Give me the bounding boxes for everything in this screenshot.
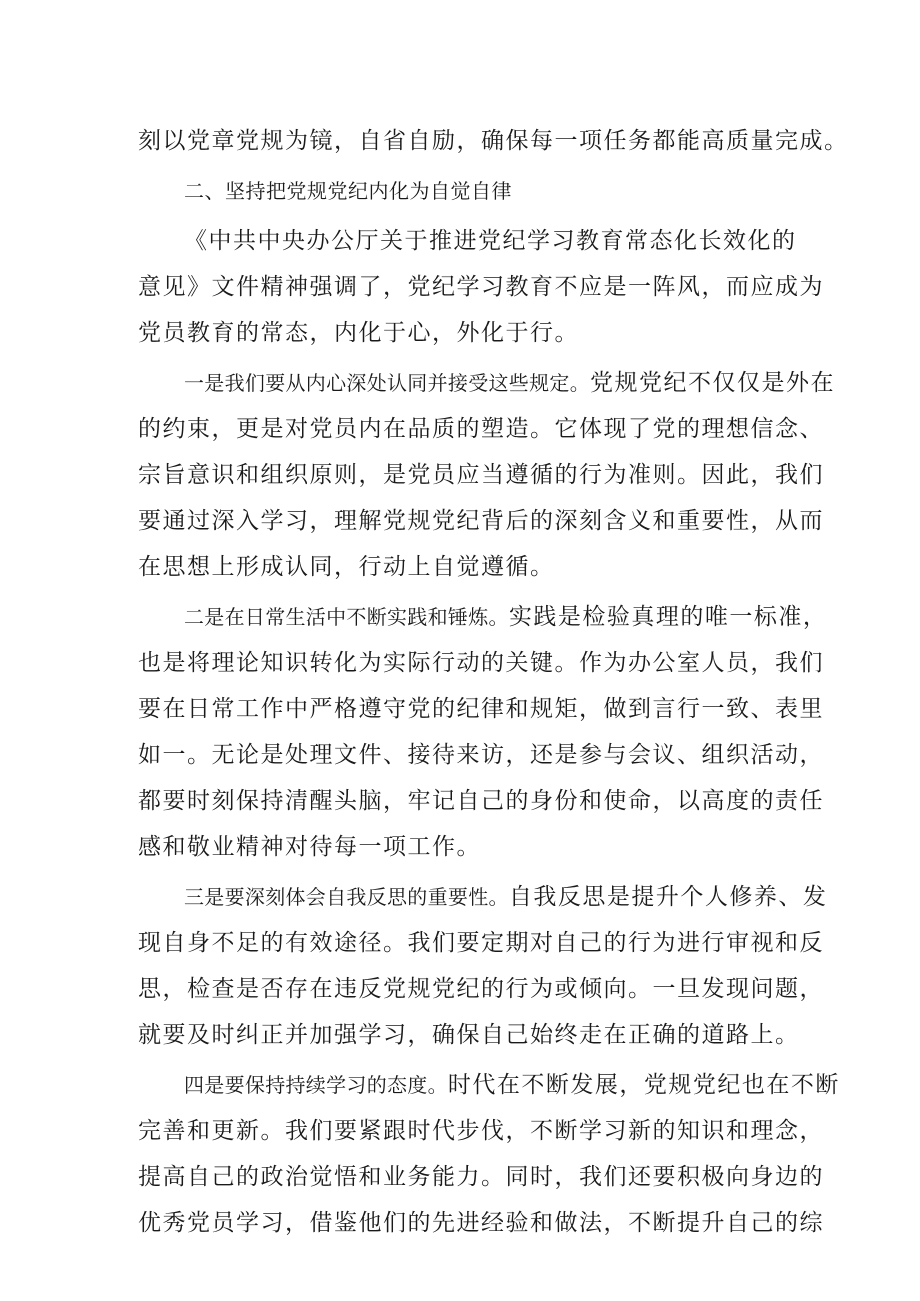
point-lead-text: 二是在日常生活中不断实践和锤炼。: [184, 605, 509, 629]
document-body: [138, 118, 849, 1246]
point-line: 就要及时纠正并加强学习，确保自己始终走在正确的道路上。: [138, 1022, 800, 1048]
point-line: 现自身不足的有效途径。我们要定期对自己的行为进行审视和反: [138, 930, 824, 956]
point-line: 要通过深入学习，理解党规党纪背后的深刻含义和重要性，从而: [138, 508, 824, 534]
carry-over-line: 刻以党章党规为镜，自省自励，确保每一项任务都能高质量完成。: [138, 128, 849, 154]
point-four-paragraph: [138, 1062, 840, 1246]
point-line: 思，检查是否存在违反党规党纪的行为或倾向。一旦发现问题，: [138, 976, 824, 1002]
point-lead-text: 四是要保持持续学习的态度。: [184, 1073, 448, 1097]
point-body-text: 时代在不断发展，党规党纪也在不断: [447, 1072, 840, 1098]
intro-line: 《中共中央办公厅关于推进党纪学习教育常态化长效化的: [184, 228, 797, 254]
point-line: 完善和更新。我们要紧跟时代步伐，不断学习新的知识和理念，: [138, 1118, 824, 1144]
intro-paragraph: [138, 218, 824, 356]
point-one-paragraph: [138, 360, 835, 590]
point-first-line: [138, 360, 835, 406]
section-heading: 二、坚持把党规党纪内化为自觉自律: [184, 179, 512, 203]
point-body-text: 自我反思是提升个人修养、发: [508, 884, 828, 910]
point-first-line: [138, 874, 828, 920]
point-body-text: 实践是检验真理的唯一标准，: [508, 604, 828, 630]
point-two-paragraph: [138, 594, 828, 870]
intro-line: 党员教育的常态，内化于心，外化于行。: [138, 320, 579, 346]
point-line: 都要时刻保持清醒头脑，牢记自己的身份和使命，以高度的责任: [138, 788, 824, 814]
point-lead-text: 三是要深刻体会自我反思的重要性。: [184, 885, 509, 909]
point-line: 也是将理论知识转化为实际行动的关键。作为办公室人员，我们: [138, 650, 824, 676]
point-three-paragraph: [138, 874, 828, 1058]
point-body-text: 党规党纪不仅仅是外在: [590, 370, 835, 396]
point-line: 要在日常工作中严格遵守党的纪律和规矩，做到言行一致、表里: [138, 696, 824, 722]
point-line: 的约束，更是对党员内在品质的塑造。它体现了党的理想信念、: [138, 416, 824, 442]
intro-line: 意见》文件精神强调了，党纪学习教育不应是一阵风，而应成为: [138, 274, 824, 300]
point-line: 提高自己的政治觉悟和业务能力。同时，我们还要积极向身边的: [138, 1164, 824, 1190]
point-lead-text: 一是我们要从内心深处认同并接受这些规定。: [184, 371, 590, 395]
point-line: 感和敬业精神对待每一项工作。: [138, 834, 481, 860]
point-first-line: [138, 1062, 840, 1108]
point-line: 优秀党员学习，借鉴他们的先进经验和做法，不断提升自己的综: [138, 1210, 824, 1236]
point-first-line: [138, 594, 828, 640]
point-line: 如一。无论是处理文件、接待来访，还是参与会议、组织活动，: [138, 742, 824, 768]
point-line: 宗旨意识和组织原则，是党员应当遵循的行为准则。因此，我们: [138, 462, 824, 488]
point-line: 在思想上形成认同，行动上自觉遵循。: [138, 554, 555, 580]
